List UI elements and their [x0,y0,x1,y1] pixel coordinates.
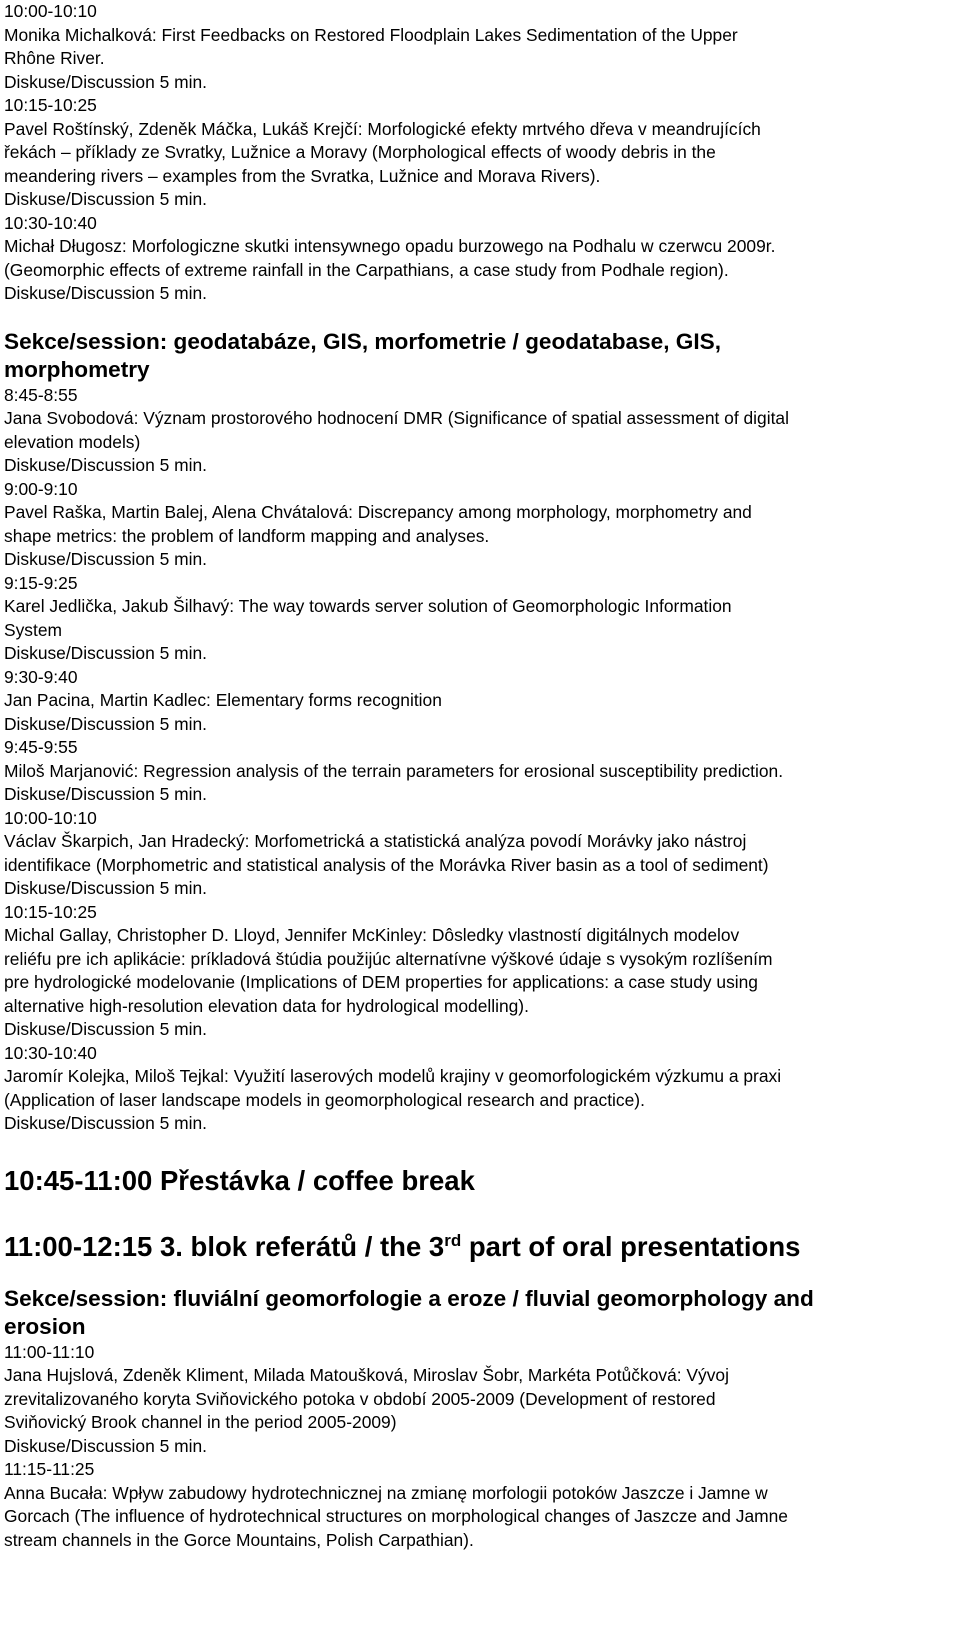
discussion-note: Diskuse/Discussion 5 min. [4,283,207,303]
program-block-1 [4,0,956,306]
time-slot: 10:00-10:10 [4,1,97,21]
section-heading-fluvial-cont: erosion [4,1313,86,1339]
time-slot: 10:30-10:40 [4,212,97,233]
talk-text-line: Karel Jedlička, Jakub Šilhavý: The way towards server solution of Geomorphologic Information [4,596,732,616]
talk-text-line: shape metrics: the problem of landform mapping and analyses. [4,525,490,546]
talk-text-line: pre hydrologické modelovanie (Implications of DEM properties for applications: a case study using [4,972,758,992]
talk-text-line: meandering rivers – examples from the Svratka, Lužnice and Morava Rivers). [4,165,601,186]
discussion-note: Diskuse/Discussion 5 min. [4,71,207,92]
discussion-note: Diskuse/Discussion 5 min. [4,1113,207,1133]
talk-text-line: Jana Hujslová, Zdeněk Kliment, Milada Matoušková, Miroslav Šobr, Markéta Potůčková: Vývoj [4,1365,729,1385]
discussion-note: Diskuse/Discussion 5 min. [4,1019,207,1039]
talk-text-line: System [4,619,62,640]
talk-text-line: Monika Michalková: First Feedbacks on Restored Floodplain Lakes Sedimentation of the Upper [4,24,738,45]
discussion-note: Diskuse/Discussion 5 min. [4,784,207,804]
talk-text-line: Jaromír Kolejka, Miloš Tejkal: Využití laserových modelů krajiny v geomorfologickém výzkumu a praxi [4,1066,782,1086]
talk-text-line: Pavel Raška, Martin Balej, Alena Chvátalová: Discrepancy among morphology, morphometry and [4,502,752,522]
discussion-note: Diskuse/Discussion 5 min. [4,1435,207,1456]
third-block-heading [4,1231,956,1263]
section-heading-gis-cont: morphometry [4,356,150,382]
time-slot: 11:15-11:25 [4,1459,95,1479]
section-heading-gis: Sekce/session: geodatabáze, GIS, morfometrie / geodatabase, GIS, [4,328,721,354]
talk-text-line: Jana Svobodová: Význam prostorového hodnocení DMR (Significance of spatial assessment of digital [4,408,789,428]
time-slot: 10:15-10:25 [4,901,97,922]
talk-text-line: Miloš Marjanović: Regression analysis of the terrain parameters for erosional susceptibility prediction. [4,760,784,781]
talk-text-line: řekách – příklady ze Svratky, Lužnice a Moravy (Morphological effects of woody debris in the [4,142,716,162]
talk-text-line: reliéfu pre ich aplikácie: príkladová štúdia použijúc alternatívne výškové údaje s vysokým rozlíšením [4,948,773,969]
time-slot: 8:45-8:55 [4,384,78,405]
third-block-title-end: part of oral presentations [461,1230,801,1262]
talk-text-line: elevation models) [4,431,141,452]
discussion-note: Diskuse/Discussion 5 min. [4,713,207,734]
talk-text-line: Michal Gallay, Christopher D. Lloyd, Jennifer McKinley: Dôsledky vlastností digitálnych modelov [4,925,740,945]
talk-text-line: (Geomorphic effects of extreme rainfall in the Carpathians, a case study from Podhale region). [4,259,729,280]
time-slot: 11:00-11:10 [4,1341,95,1362]
talk-text-line: Anna Bucała: Wpływ zabudowy hydrotechnicznej na zmianę morfologii potoków Jaszcze i Jamne w [4,1482,768,1503]
talk-text-line: Michał Długosz: Morfologiczne skutki intensywnego opadu burzowego na Podhalu w czerwcu 2009r. [4,236,776,256]
time-slot: 10:00-10:10 [4,807,97,828]
ordinal-suffix: rd [444,1230,462,1250]
talk-text-line: identifikace (Morphometric and statistical analysis of the Morávka River basin as a tool of sediment) [4,854,769,875]
talk-text-line: Jan Pacina, Martin Kadlec: Elementary forms recognition [4,690,442,710]
time-slot: 10:15-10:25 [4,95,97,115]
discussion-note: Diskuse/Discussion 5 min. [4,189,207,209]
discussion-note: Diskuse/Discussion 5 min. [4,549,207,569]
discussion-note: Diskuse/Discussion 5 min. [4,455,207,475]
talk-text-line: zrevitalizovaného koryta Sviňovického potoka v období 2005-2009 (Development of restored [4,1388,716,1409]
time-slot: 9:30-9:40 [4,666,78,687]
third-block-title: 11:00-12:15 3. blok referátů / the 3 [4,1230,445,1262]
discussion-note: Diskuse/Discussion 5 min. [4,643,207,663]
talk-text-line: Václav Škarpich, Jan Hradecký: Morfometrická a statistická analýza povodí Morávky jako nástroj [4,831,747,851]
coffee-break-heading: 10:45-11:00 Přestávka / coffee break [4,1164,475,1196]
talk-text-line: (Application of laser landscape models in geomorphological research and practice). [4,1089,645,1110]
talk-text-line: Gorcach (The influence of hydrotechnical structures on morphological changes of Jaszcze and Jamne [4,1506,788,1526]
talk-text-line: Rhône River. [4,48,105,68]
talk-text-line: Sviňovický Brook channel in the period 2005-2009) [4,1412,397,1432]
talk-text-line: alternative high-resolution elevation data for hydrological modelling). [4,995,529,1016]
talk-text-line: Pavel Roštínský, Zdeněk Máčka, Lukáš Krejčí: Morfologické efekty mrtvého dřeva v meandrujících [4,118,761,139]
time-slot: 9:15-9:25 [4,572,78,593]
talk-text-line: stream channels in the Gorce Mountains, Polish Carpathian). [4,1529,474,1550]
program-block-3 [4,1341,956,1553]
section-heading-fluvial: Sekce/session: fluviální geomorfologie a eroze / fluvial geomorphology and [4,1285,814,1311]
time-slot: 9:00-9:10 [4,478,78,499]
discussion-note: Diskuse/Discussion 5 min. [4,878,207,898]
program-block-2 [4,384,956,1136]
time-slot: 9:45-9:55 [4,737,78,757]
time-slot: 10:30-10:40 [4,1042,97,1063]
